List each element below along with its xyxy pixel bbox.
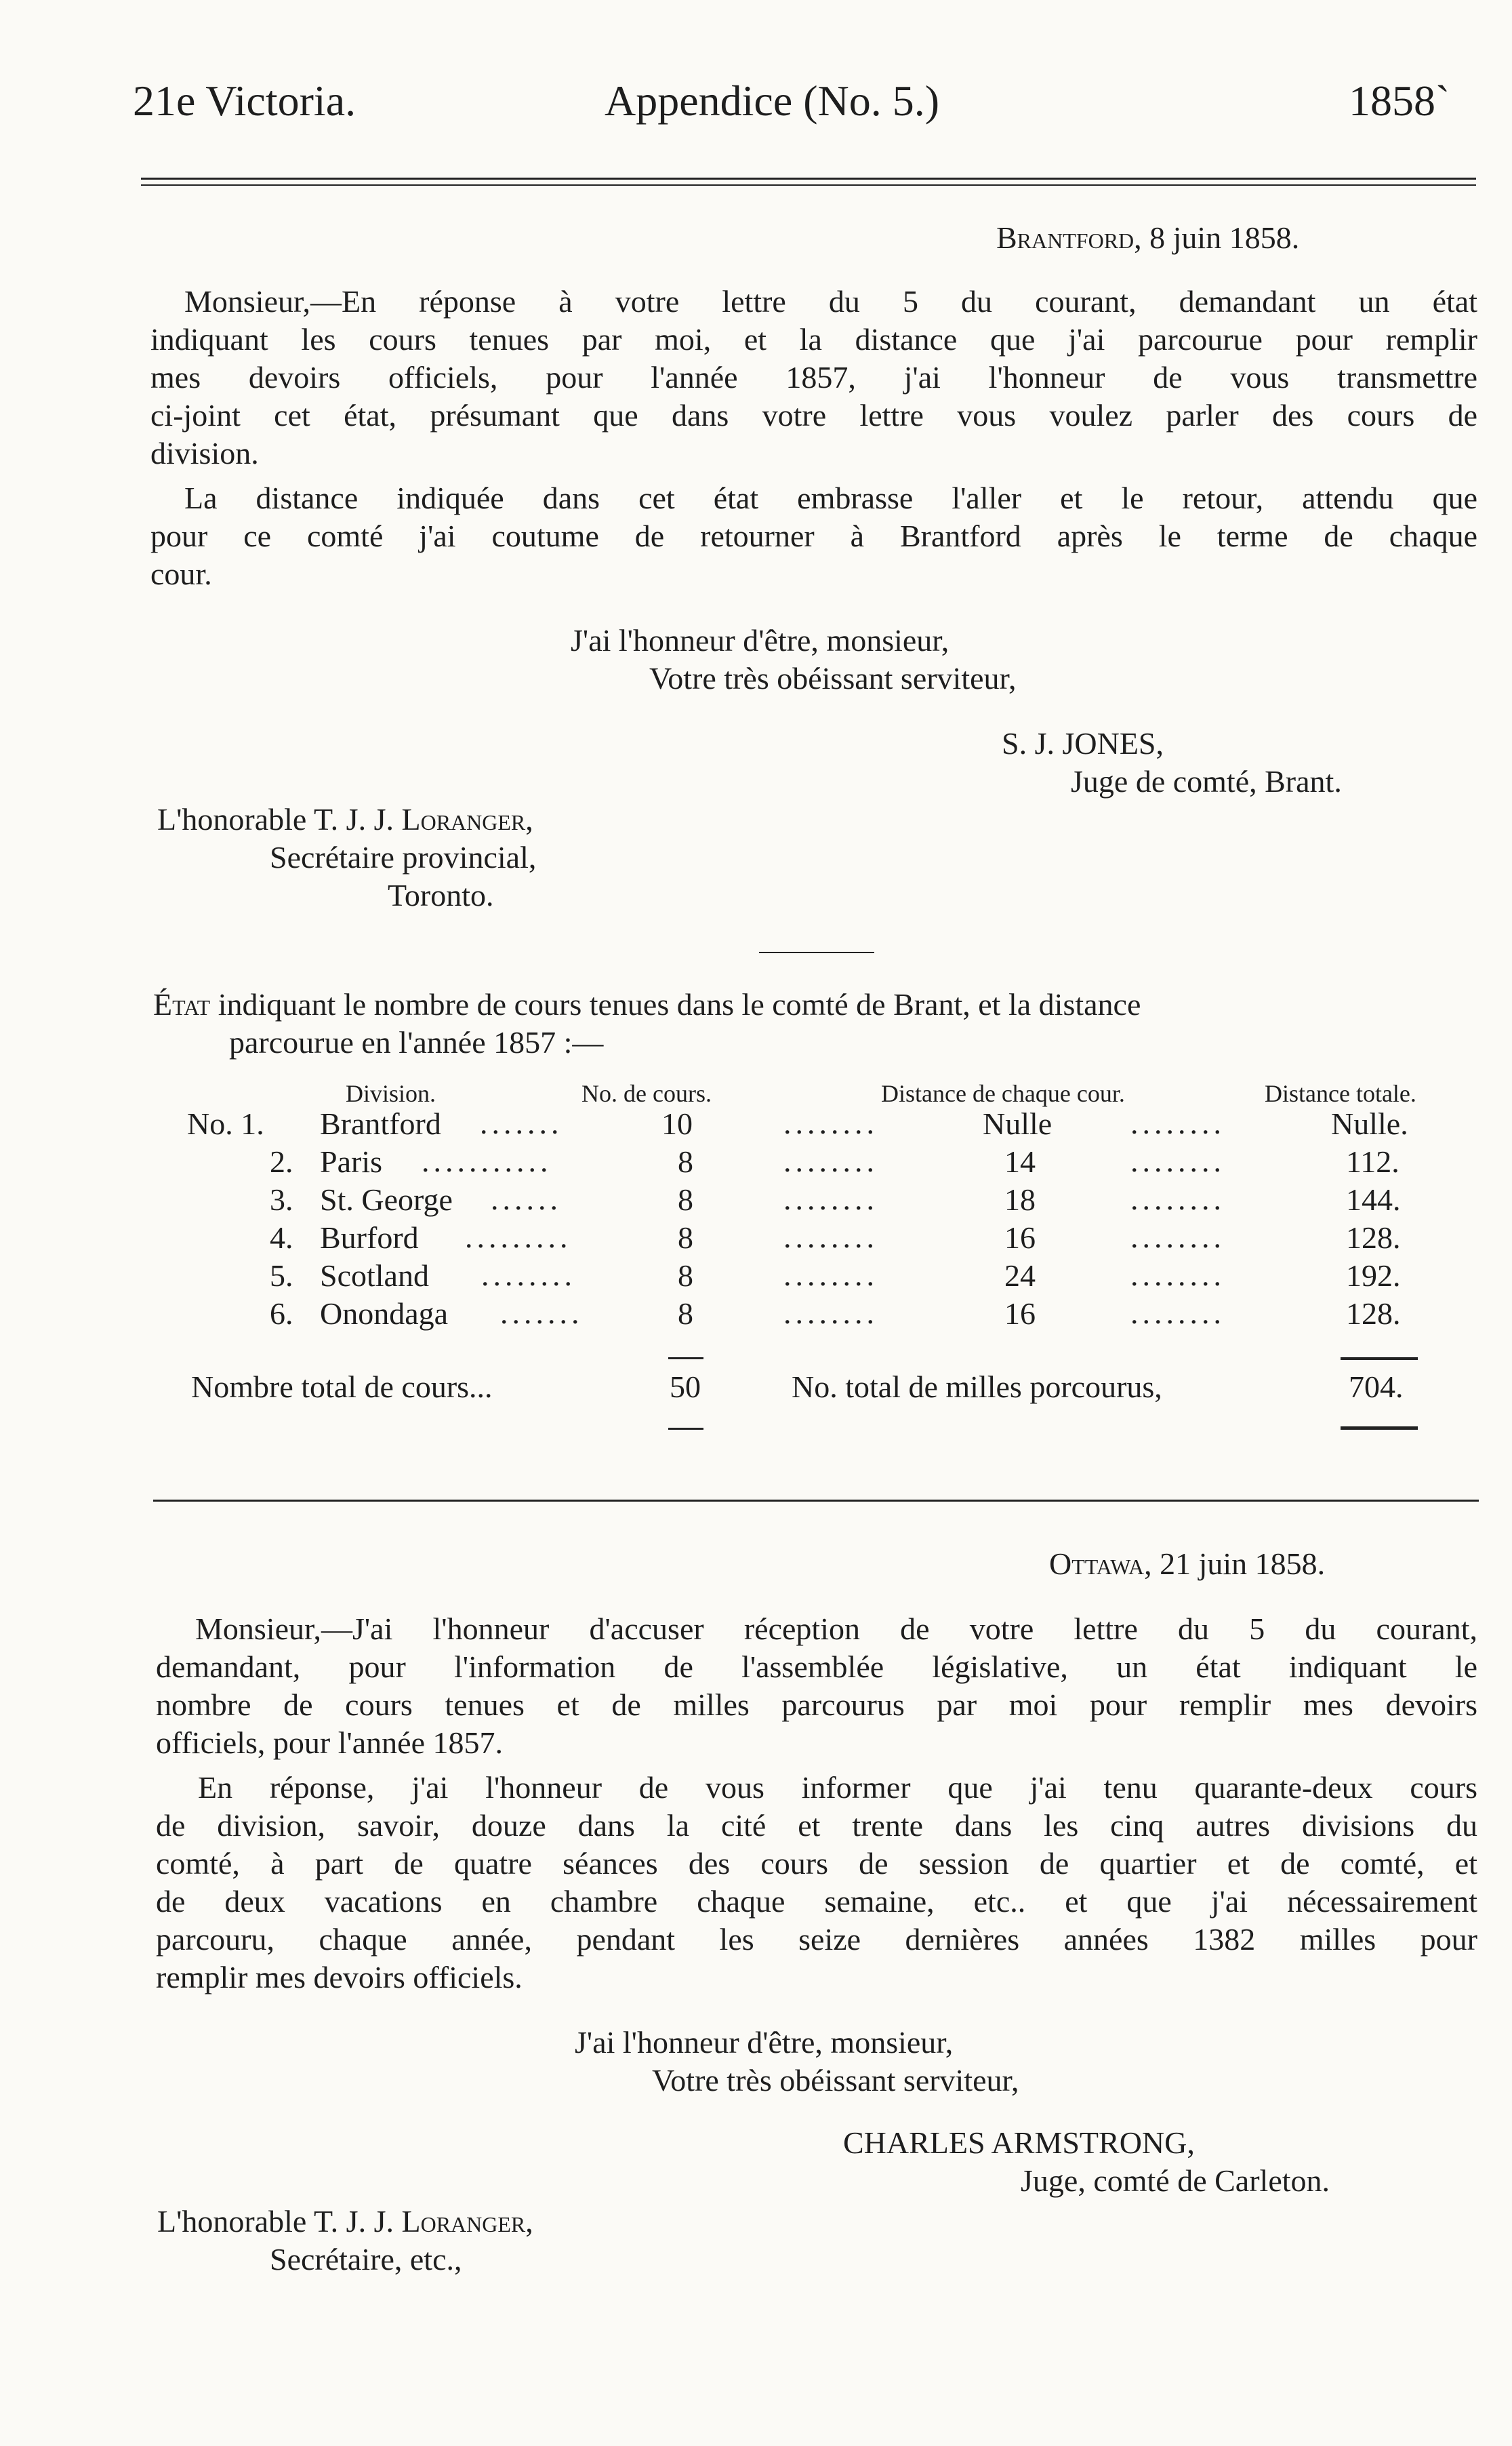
header-rule-top bbox=[141, 178, 1476, 180]
letter1-closing: Votre très obéissant serviteur, bbox=[649, 661, 1017, 696]
sum-rule-cours-lower bbox=[668, 1428, 703, 1430]
addressee-name: Loranger, bbox=[401, 2204, 533, 2239]
letter2-p1-line: nombre de cours tenues et de milles parcourus par moi pour remplir mes devoirs bbox=[156, 1687, 1477, 1722]
col-header-division: Division. bbox=[346, 1080, 436, 1107]
letter1-place: Brantford bbox=[996, 220, 1135, 255]
row-total: 112. bbox=[1346, 1144, 1399, 1179]
letter2-p2-line: de deux vacations en chambre chaque semaine, etc.. et que j'ai nécessairement bbox=[156, 1884, 1477, 1919]
row-distance: 16 bbox=[1004, 1220, 1036, 1255]
col-header-distance: Distance de chaque cour. bbox=[881, 1080, 1125, 1107]
row-division: St. George bbox=[320, 1182, 453, 1217]
row-cours: 8 bbox=[678, 1144, 693, 1179]
row-cours: 8 bbox=[678, 1220, 693, 1255]
row-cours: 8 bbox=[678, 1296, 693, 1331]
letter2-signer-title: Juge, comté de Carleton. bbox=[1021, 2163, 1330, 2198]
row-division: Paris bbox=[320, 1144, 382, 1179]
total-miles-label: No. total de milles porcourus, bbox=[792, 1369, 1162, 1404]
document-page: 21e Victoria. Appendice (No. 5.) 1858` Brantford, 8 juin 1858. Monsieur,—En réponse à votre lettre du 5 du courant, demandant un état indiquant les cours tenues par moi, et la distance que j'ai parcourue pour remplir mes devoirs officiels, pour l'année 1857, j'ai l'honneur de vous transmettre ci-joint cet état, présumant que dans votre lettre vous voulez parler des cours de division. La distance indiquée dans cet état embrasse l'aller et le retour, attendu que pour ce comté j'ai coutume de retourner à Brantford après le terme de chaque cour. J'ai l'honneur d'être, monsieur, Votre très obéissant serviteur, S. J. JONES, Juge de comté, Brant. L'honorable T. J. J. Loranger, Secrétaire provincial, Toronto. État indiquant le nombre de cours tenues dans le comté de Brant, et la distance parcourue en l'année 1857 :— Division. No. de cours. Distance de chaque cour. Distance totale. No. 1. Brantford ....... 10 ........ Nulle ........ Nulle. 2. Paris ........... 8 ........ 14 ........ 112. 3. St. George ...... 8 ........ 18 ........ 144. 4. Burford ......... 8 ........ 16 ........ 128. 5. Scotland ........ 8 ........ 24 ........ 192. 6. Onondaga ....... 8 ........ 16 ........ 128. Nombre total de cours... 50 No. total de milles porcourus, 704. Ottawa, 21 juin 1858. Monsieur,—J'ai l'honneur d'accuser réception de votre lettre du 5 du courant, demandant, pour l'information de l'assemblée législative, un état indiquant le nombre de cours tenues et de milles parcourus par moi pour remplir mes devoirs officiels, pour l'année 1857. En réponse, j'ai l'honneur de vous informer que j'ai tenu quarante-deux cours de division, savoir, douze dans la cité et trente dans les cinq autres divisions du comté, à part de quatre séances des cours de session de quartier et de comté, et de deux vacations en chambre chaque semaine, etc.. et que j'ai nécessairement parcouru, chaque année, pendant les seize dernières années 1382 milles pour remplir mes devoirs officiels. J'ai l'honneur d'être, monsieur, Votre très obéissant serviteur, CHARLES ARMSTRONG, Juge, comté de Carleton. L'honorable T. J. J. Loranger, Secrétaire, etc., bbox=[0, 0, 1512, 2446]
row-distance: 14 bbox=[1004, 1144, 1036, 1179]
letter2-p1-line: Monsieur,—J'ai l'honneur d'accuser réception de votre lettre du 5 du courant, bbox=[195, 1611, 1477, 1646]
total-cours-label: Nombre total de cours... bbox=[191, 1369, 493, 1404]
addressee-name: Loranger, bbox=[401, 802, 533, 837]
row-division: Burford bbox=[320, 1220, 419, 1255]
header-session: 21e Victoria. bbox=[133, 77, 356, 125]
letter1-p1-line: ci-joint cet état, présumant que dans votre lettre vous voulez parler des cours de bbox=[150, 398, 1477, 433]
row-total: 128. bbox=[1346, 1296, 1401, 1331]
sum-rule-total bbox=[1341, 1357, 1418, 1360]
letter1-p2-line: cour. bbox=[150, 557, 212, 591]
letter2-p1-line: demandant, pour l'information de l'assemblée législative, un état indiquant le bbox=[156, 1649, 1477, 1684]
row-cours: 8 bbox=[678, 1258, 693, 1293]
letter1-p2-line: pour ce comté j'ai coutume de retourner à Brantford après le terme de chaque bbox=[150, 519, 1477, 553]
letter2-addressee: L'honorable T. J. J. Loranger, bbox=[157, 2204, 533, 2239]
header-appendix: Appendice (No. 5.) bbox=[605, 77, 940, 125]
header-rule-bottom bbox=[141, 184, 1476, 186]
letter1-p1-line: division. bbox=[150, 436, 259, 470]
row-no: 2. bbox=[270, 1144, 293, 1179]
letter2-closing: Votre très obéissant serviteur, bbox=[652, 2063, 1019, 2098]
letter2-date: , 21 juin 1858. bbox=[1144, 1546, 1326, 1581]
letter2-p2-line: remplir mes devoirs officiels. bbox=[156, 1960, 523, 1994]
letter1-dateline bbox=[996, 219, 1299, 257]
row-no: 3. bbox=[270, 1182, 293, 1217]
letter1-date: , 8 juin 1858. bbox=[1134, 220, 1300, 255]
letter1-closing: J'ai l'honneur d'être, monsieur, bbox=[571, 623, 949, 658]
col-header-cours: No. de cours. bbox=[581, 1080, 712, 1107]
letter2-p2-line: parcouru, chaque année, pendant les seize dernières années 1382 milles pour bbox=[156, 1922, 1477, 1957]
total-miles-value: 704. bbox=[1349, 1369, 1404, 1404]
row-total: 192. bbox=[1346, 1258, 1401, 1293]
letter1-p1-line: Monsieur,—En réponse à votre lettre du 5 du courant, demandant un état bbox=[184, 284, 1477, 319]
row-total: 128. bbox=[1346, 1220, 1401, 1255]
letter2-p2-line: En réponse, j'ai l'honneur de vous informer que j'ai tenu quarante-deux cours bbox=[198, 1770, 1477, 1805]
letter1-addressee-line2: Secrétaire provincial, bbox=[270, 840, 537, 875]
row-distance: Nulle bbox=[983, 1106, 1053, 1141]
row-total: 144. bbox=[1346, 1182, 1401, 1217]
row-total: Nulle. bbox=[1331, 1106, 1408, 1141]
letter-separator bbox=[153, 1500, 1479, 1502]
letter1-p2-line: La distance indiquée dans cet état embrasse l'aller et le retour, attendu que bbox=[184, 481, 1477, 515]
sum-rule-total-lower bbox=[1341, 1426, 1418, 1430]
row-distance: 18 bbox=[1004, 1182, 1036, 1217]
row-division: Scotland bbox=[320, 1258, 429, 1293]
total-cours-value: 50 bbox=[670, 1369, 701, 1404]
letter2-place: Ottawa bbox=[1049, 1546, 1145, 1581]
letter2-addressee-line2: Secrétaire, etc., bbox=[270, 2242, 462, 2277]
row-no: 6. bbox=[270, 1296, 293, 1331]
header-year: 1858` bbox=[1349, 77, 1450, 125]
table-title: État indiquant le nombre de cours tenues dans le comté de Brant, et la distance bbox=[153, 987, 1141, 1022]
row-distance: 24 bbox=[1004, 1258, 1036, 1293]
sum-rule-cours bbox=[668, 1357, 703, 1359]
letter1-signer: S. J. JONES, bbox=[1002, 726, 1164, 761]
row-division: Onondaga bbox=[320, 1296, 449, 1331]
section-divider bbox=[759, 952, 874, 953]
letter1-p1-line: indiquant les cours tenues par moi, et la distance que j'ai parcourue pour remplir bbox=[150, 322, 1477, 357]
row-distance: 16 bbox=[1004, 1296, 1036, 1331]
letter2-p2-line: de division, savoir, douze dans la cité et trente dans les cinq autres divisions du bbox=[156, 1808, 1477, 1843]
letter2-dateline bbox=[1049, 1545, 1325, 1583]
letter2-signer: CHARLES ARMSTRONG, bbox=[843, 2125, 1195, 2160]
letter1-signer-title: Juge de comté, Brant. bbox=[1071, 764, 1342, 799]
letter1-addressee: L'honorable T. J. J. Loranger, bbox=[157, 802, 533, 837]
col-header-total: Distance totale. bbox=[1265, 1080, 1416, 1107]
letter1-addressee-line3: Toronto. bbox=[388, 878, 494, 913]
letter1-p1-line: mes devoirs officiels, pour l'année 1857, j'ai l'honneur de vous transmettre bbox=[150, 360, 1477, 395]
row-division: Brantford bbox=[320, 1106, 441, 1141]
row-cours: 8 bbox=[678, 1182, 693, 1217]
row-cours: 10 bbox=[661, 1106, 693, 1141]
row-no: 5. bbox=[270, 1258, 293, 1293]
letter2-p1-line: officiels, pour l'année 1857. bbox=[156, 1725, 504, 1760]
row-no: No. 1. bbox=[187, 1106, 264, 1141]
letter2-closing: J'ai l'honneur d'être, monsieur, bbox=[575, 2025, 954, 2060]
table-title-line2: parcourue en l'année 1857 :— bbox=[229, 1025, 604, 1060]
letter2-p2-line: comté, à part de quatre séances des cours de session de quartier et de comté, et bbox=[156, 1846, 1477, 1881]
row-no: 4. bbox=[270, 1220, 293, 1255]
